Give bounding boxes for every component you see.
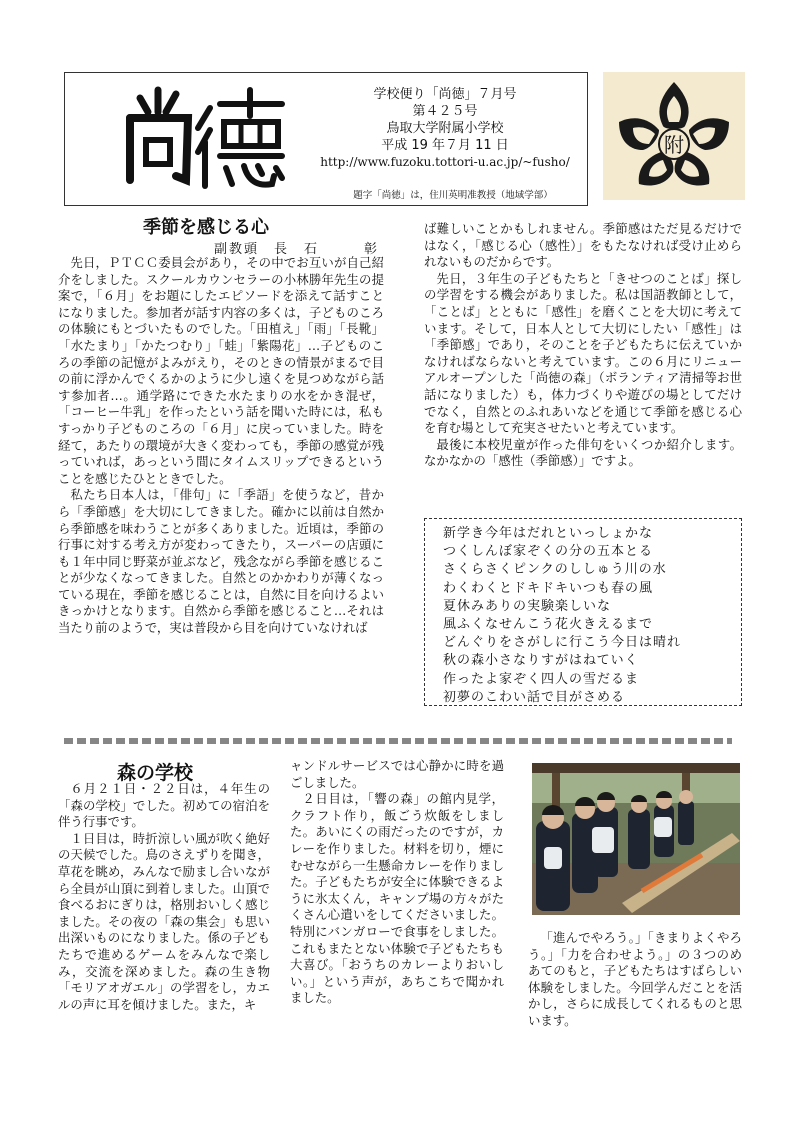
essay-author: 副教頭 長 石 彰 xyxy=(214,242,380,257)
forest-column-1 xyxy=(58,781,270,1013)
school-emblem xyxy=(603,72,745,200)
school-url[interactable]: http://www.fuzoku.tottori-u.ac.jp/~fusho/ xyxy=(320,155,570,169)
haiku-line: 風ふくなせんこう花火きえるまで xyxy=(443,617,654,633)
haiku-line: 夏休みありの実験楽しいな xyxy=(443,598,612,614)
essay-paragraph: 先日，ＰＴＣＣ委員会があり，その中でお互いが自己紹介をしました。スクールカウンセラーの小林勝年先生の提案で，「６月」をお題にしたエピソードを添えて話すことになりました。参加者が話す内容の多くは，子どものころの体験にもとづいたものでした。「田植え」「雨」「長靴」「水たまり」「かたつむり」「蛙」「紫陽花」…子どものころの季節の記憶がよみがえり，そのときの情景がまるで目の前に浮かんでくるかのように少し遠くを見つめながら話す参加者…。通学路にできた水たまりの水をかき混ぜ，「コーヒー牛乳」を作ったという話を聞いた時には，私もすっかり子どものころの「６月」に戻っていました。時を経て，あたりの環境が大きく変わっても，季節の感覚が残っていれば，あっという間にタイムスリップできるということを感じたひとときでした。 xyxy=(58,255,384,486)
emblem-character: 附 xyxy=(664,133,684,157)
issue-date: 平成 19 年７月 11 日 xyxy=(381,138,509,153)
haiku-line: どんぐりをさがしに行こう今日は晴れ xyxy=(443,635,682,651)
essay-column-1 xyxy=(58,255,384,637)
forest-column-2 xyxy=(290,758,504,1007)
forest-paragraph: ６月２１日・２２日は，４年生の「森の学校」でした。初めての宿泊を伴う行事です。 xyxy=(58,781,270,830)
haiku-line: 秋の森小さなりすがはねていく xyxy=(443,653,639,669)
issue-number: 第４２５号 xyxy=(412,104,478,119)
essay-paragraph: ば難しいことかもしれません。季節感はただ見るだけではなく，「感じる心（感性）」をもたなければ受け止められないものだからです。 xyxy=(424,221,742,270)
haiku-line: さくらさくピンクのししゅう川の水 xyxy=(443,562,667,578)
haiku-line: わくわくとドキドキいつも春の風 xyxy=(443,580,654,596)
essay-title: 季節を感じる心 xyxy=(143,217,269,238)
svg-text:尚徳: 尚徳 xyxy=(110,80,112,81)
essay-column-2 xyxy=(424,221,742,470)
title-calligraphy xyxy=(110,80,300,198)
haiku-box xyxy=(424,518,742,706)
masthead-info xyxy=(300,86,590,171)
haiku-line: 新学き今年はだれといっしょかな xyxy=(443,526,654,541)
haiku-line: 初夢のこわい話で目がさめる xyxy=(443,689,626,705)
photo-caption xyxy=(528,930,742,1030)
title-credit: 題字「尚徳」は，住川英明准教授（地域学部） xyxy=(353,190,553,201)
caption-text: 「進んでやろう。」「きまりよくやろう。」「力を合わせよう。」の３つのめあてのもと，子どもたちはすばらしい体験をしました。今回学んだことを活かし，さらに成長してくれるものと思います。 xyxy=(528,930,742,1028)
haiku-line: 作ったよ家ぞく四人の雪だるま xyxy=(443,671,640,687)
forest-title: 森の学校 xyxy=(117,762,194,784)
forest-paragraph: ２日目は，「響の森」の館内見学，クラフト作り，飯ごう炊飯をしました。あいにくの雨だったのですが，カレーを作りました。材料を切り，煙にむせながら一生懸命カレーを作りました。子どもたちが安全に体験できるように氷太くん，キャンプ場の方々がたくさん心遣いをしてくださいました。特別にバンガローで食事をしました。これもまたとない体験で子どもたちも大喜び。「おうちのカレーよりおいしい。」という声が，あちこちで聞かれました。 xyxy=(290,791,504,1006)
forest-paragraph: １日目は，時折涼しい風が吹く絶好の天候でした。鳥のさえずりを聞き，草花を眺め，みんなで励まし合いながら全員が山頂に到着しました。山頂で食べるおにぎりは，格別おいしく感じました。その夜の「森の集会」も思い出深いものになりました。係の子どもたちで進めるゲームをみんなで楽しみ，交流を深めました。森の生き物「モリアオガエル」の学習をし，カエルの声に耳を傾けました。また，キ xyxy=(58,830,270,1012)
haiku-line: つくしんぼ家ぞくの分の五本とる xyxy=(443,544,654,560)
school-name: 鳥取大学附属小学校 xyxy=(386,121,504,136)
section-divider xyxy=(64,738,732,744)
forest-school-photo xyxy=(532,763,740,915)
forest-paragraph: ャンドルサービスでは心静かに時を過ごしました。 xyxy=(290,758,504,790)
newsletter-name: 学校便り「尚徳」７月号 xyxy=(373,87,517,102)
essay-paragraph: 私たち日本人は，「俳句」に「季語」を使うなど，昔から「季節感」を大切にしてきました。確かに以前は自然から季節感を味わうことが多くありました。近頃は，季節の行事に対する考え方が変わってきたり，スーパーの店頭にも１年中同じ野菜が並ぶなど，残念ながら季節を感じることが少なくなってきました。自然とのかかわりが薄くなっている現在，季節を感じることは，自然に目を向けるよいきっかけとなります。自然から季節を感じること…それは当たり前のようで，実は普段から目を向けていなければ xyxy=(58,487,384,636)
essay-paragraph: 先日，３年生の子どもたちと「きせつのことば」探しの学習をする機会がありました。私は国語教師として，「ことば」とともに「感性」を磨くことを大切に考えています。そして，日本人として大切にしたい「感性」は「季節感」であり，そのことを子どもたちに伝えていかなければならないと考えています。この６月にリニューアルオープンした「尚徳の森」（ボランティア清掃等お世話になりました）も，体力づくりや遊びの場としてだけでなく，自然とのふれあいなどを通じて季節を感じる心を育む場として充実させたいと考えています。 xyxy=(424,270,742,436)
essay-paragraph: 最後に本校児童が作った俳句をいくつか紹介します。なかなかの「感性（季節感）」ですよ。 xyxy=(424,436,742,469)
